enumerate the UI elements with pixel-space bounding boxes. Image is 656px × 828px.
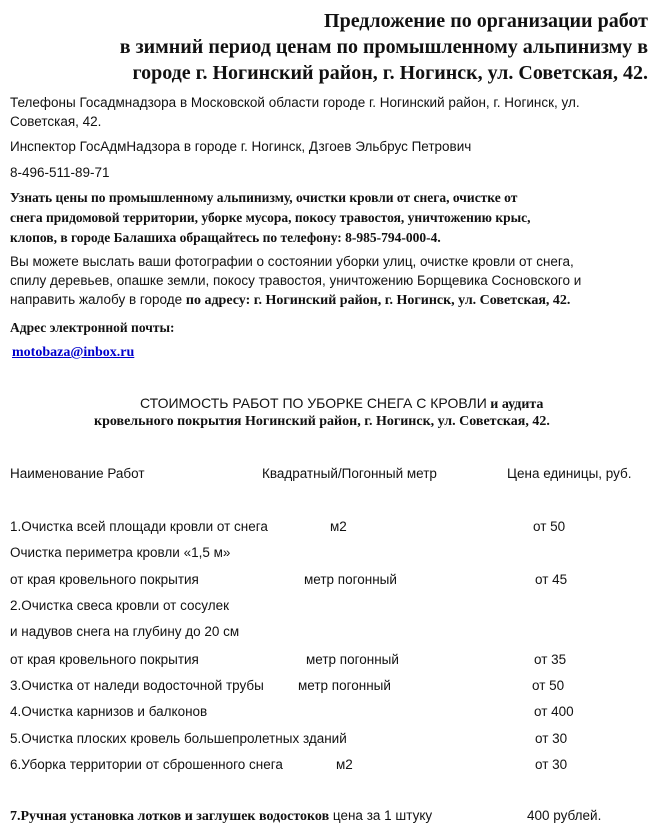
promo-paragraph — [10, 188, 646, 248]
photos-line-3-text: направить жалобу в городе — [10, 292, 186, 307]
row-6-price: от 35 — [534, 652, 567, 667]
photos-line-3 — [10, 290, 646, 310]
row-1-name: 1.Очистка всей площади кровли от снега — [10, 519, 268, 534]
row-9-price: от 30 — [535, 731, 568, 746]
inspector-phone: 8-496-511-89-71 — [10, 165, 110, 180]
header-name: Наименование Работ — [10, 466, 145, 481]
inspector-line: Инспектор ГосАдмНадзора в городе г. Ногинск, Дзгоев Эльбрус Петрович — [10, 139, 472, 154]
row-1-unit: м2 — [330, 519, 347, 534]
row-8-price: от 400 — [534, 704, 574, 719]
row-3-name: от края кровельного покрытия — [10, 572, 199, 587]
row-5-name: и надувов снега на глубину до 20 см — [10, 624, 240, 639]
photos-address: по адресу: г. Ногинский район, г. Ногинск, ул. Советская, 42. — [185, 293, 571, 308]
row-11-unit: цена за 1 штуку — [329, 808, 433, 823]
promo-line-3: клопов, в городе Балашиха обращайтесь по телефону: 8-985-794-000-4. — [10, 230, 441, 245]
header-price: Цена единицы, руб. — [507, 466, 632, 481]
title-line-3: городе г. Ногинский район, г. Ногинск, ул. Советская, 42. — [132, 62, 648, 84]
phones-paragraph — [10, 93, 646, 131]
row-8-name: 4.Очистка карнизов и балконов — [10, 704, 208, 719]
row-3-unit: метр погонный — [304, 572, 397, 587]
row-11 — [10, 808, 432, 825]
photos-line-2: спилу деревьев, опашке земли, покосу травостоя, уничтожению Борщевика Сосновского и — [10, 273, 582, 288]
section-heading-line-1 — [140, 395, 543, 413]
promo-line-1: Узнать цены по промышленному альпинизму, очистки кровли от снега, очистке от — [10, 190, 518, 205]
row-2-name: Очистка периметра кровли «1,5 м» — [10, 545, 231, 560]
promo-line-2: снега придомовой территории, уборке мусора, покосу травостоя, уничтожению крыс, — [10, 210, 531, 225]
row-1-price: от 50 — [533, 519, 566, 534]
row-11-name: 7.Ручная установка лотков и заглушек водостоков — [10, 809, 330, 824]
header-unit: Квадратный/Погонный метр — [262, 466, 437, 481]
row-10-price: от 30 — [535, 757, 568, 772]
page-title — [8, 8, 648, 86]
row-7-unit: метр погонный — [298, 678, 391, 693]
section-heading-rest: и аудита — [486, 397, 544, 412]
email-link[interactable]: motobaza@inbox.ru — [12, 345, 135, 360]
title-line-2: в зимний период ценам по промышленному альпинизму в — [119, 36, 648, 58]
email-label: Адрес электронной почты: — [10, 320, 175, 335]
phones-line-2: Советская, 42. — [10, 114, 102, 129]
row-7-price: от 50 — [532, 678, 565, 693]
row-9-name: 5.Очистка плоских кровель большепролетных зданий — [10, 731, 347, 746]
row-7-name: 3.Очистка от наледи водосточной трубы — [10, 678, 264, 693]
row-6-name: от края кровельного покрытия — [10, 652, 199, 667]
row-4-name: 2.Очистка свеса кровли от сосулек — [10, 598, 230, 613]
photos-paragraph — [10, 252, 646, 310]
row-10-unit: м2 — [336, 757, 353, 772]
row-11-price: 400 рублей. — [527, 808, 602, 823]
row-6-unit: метр погонный — [306, 652, 399, 667]
section-heading-caps: СТОИМОСТЬ РАБОТ ПО УБОРКЕ СНЕГА С КРОВЛИ — [140, 395, 487, 411]
row-10-name: 6.Уборка территории от сброшенного снега — [10, 757, 283, 772]
title-line-1: Предложение по организации работ — [324, 10, 648, 32]
photos-line-1: Вы можете выслать ваши фотографии о состоянии уборки улиц, очистке кровли от снега, — [10, 254, 574, 269]
phones-line-1: Телефоны Госадмнадзора в Московской области городе г. Ногинский район, г. Ногинск, ул. — [10, 95, 580, 110]
section-heading-line-2: кровельного покрытия Ногинский район, г. Ногинск, ул. Советская, 42. — [94, 414, 550, 429]
email-link-wrap — [12, 343, 134, 361]
row-3-price: от 45 — [535, 572, 568, 587]
